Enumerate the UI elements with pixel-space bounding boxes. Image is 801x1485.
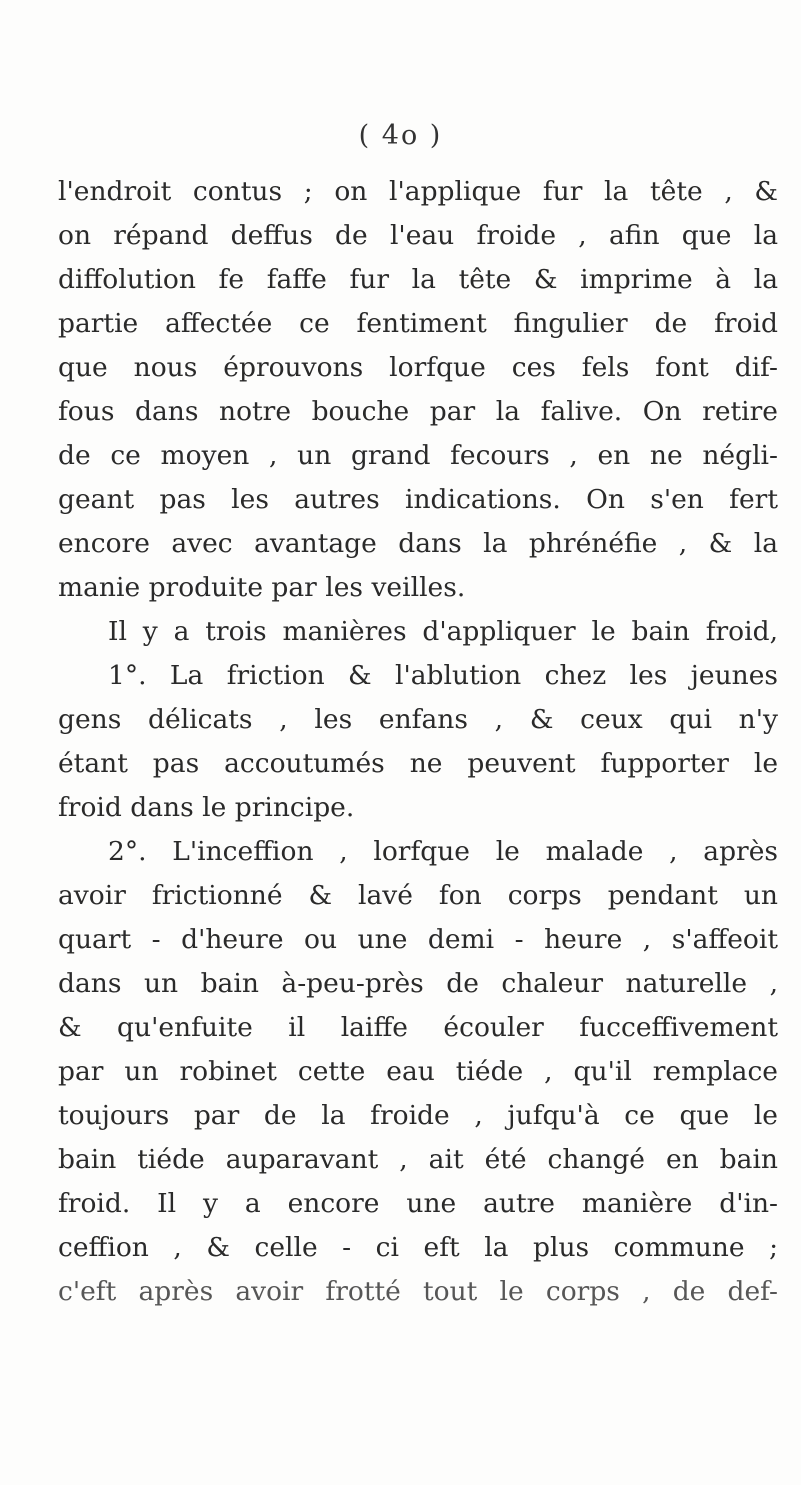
text-line: étant pas accoutumés ne peuvent fupporter le: [58, 748, 778, 779]
text-line: de ce moyen , un grand fecours , en ne négli-: [58, 440, 778, 471]
text-line: l'endroit contus ; on l'applique fur la tête , &: [58, 176, 778, 207]
text-line: partie affectée ce fentiment fingulier de froid: [58, 308, 778, 339]
text-line: fous dans notre bouche par la falive. On retire: [58, 396, 778, 427]
text-line: 2°. L'inceffion , lorfque le malade , après: [108, 836, 778, 867]
text-line: & qu'enfuite il laiffe écouler fucceffivement: [58, 1012, 778, 1043]
text-line: avoir frictionné & lavé fon corps pendant un: [58, 880, 778, 911]
text-line: gens délicats , les enfans , & ceux qui n'y: [58, 704, 778, 735]
text-line: diffolution fe faffe fur la tête & imprime à la: [58, 264, 778, 295]
text-line: geant pas les autres indications. On s'en fert: [58, 484, 778, 515]
text-line: Il y a trois manières d'appliquer le bain froid,: [108, 616, 778, 647]
text-line: on répand deffus de l'eau froide , afin que la: [58, 220, 778, 251]
text-line: par un robinet cette eau tiéde , qu'il remplace: [58, 1056, 778, 1087]
text-line: toujours par de la froide , jufqu'à ce que le: [58, 1100, 778, 1131]
text-line: froid. Il y a encore une autre manière d'in-: [58, 1188, 778, 1219]
text-line: 1°. La friction & l'ablution chez les jeunes: [108, 660, 778, 691]
text-line: dans un bain à-peu-près de chaleur naturelle ,: [58, 968, 778, 999]
text-line: c'eft après avoir frotté tout le corps , de def-: [58, 1276, 778, 1307]
text-line: manie produite par les veilles.: [58, 572, 466, 603]
text-line: encore avec avantage dans la phrénéfie , & la: [58, 528, 778, 559]
text-line: que nous éprouvons lorfque ces fels font dif-: [58, 352, 778, 383]
text-line: quart - d'heure ou une demi - heure , s'affeoit: [58, 924, 778, 955]
text-line: ceffion , & celle - ci eft la plus commune ;: [58, 1232, 778, 1263]
text-line: froid dans le principe.: [58, 792, 355, 823]
text-line: bain tiéde auparavant , ait été changé en bain: [58, 1144, 778, 1175]
page-number: ( 4o ): [358, 120, 443, 151]
body-text: [58, 170, 778, 1314]
